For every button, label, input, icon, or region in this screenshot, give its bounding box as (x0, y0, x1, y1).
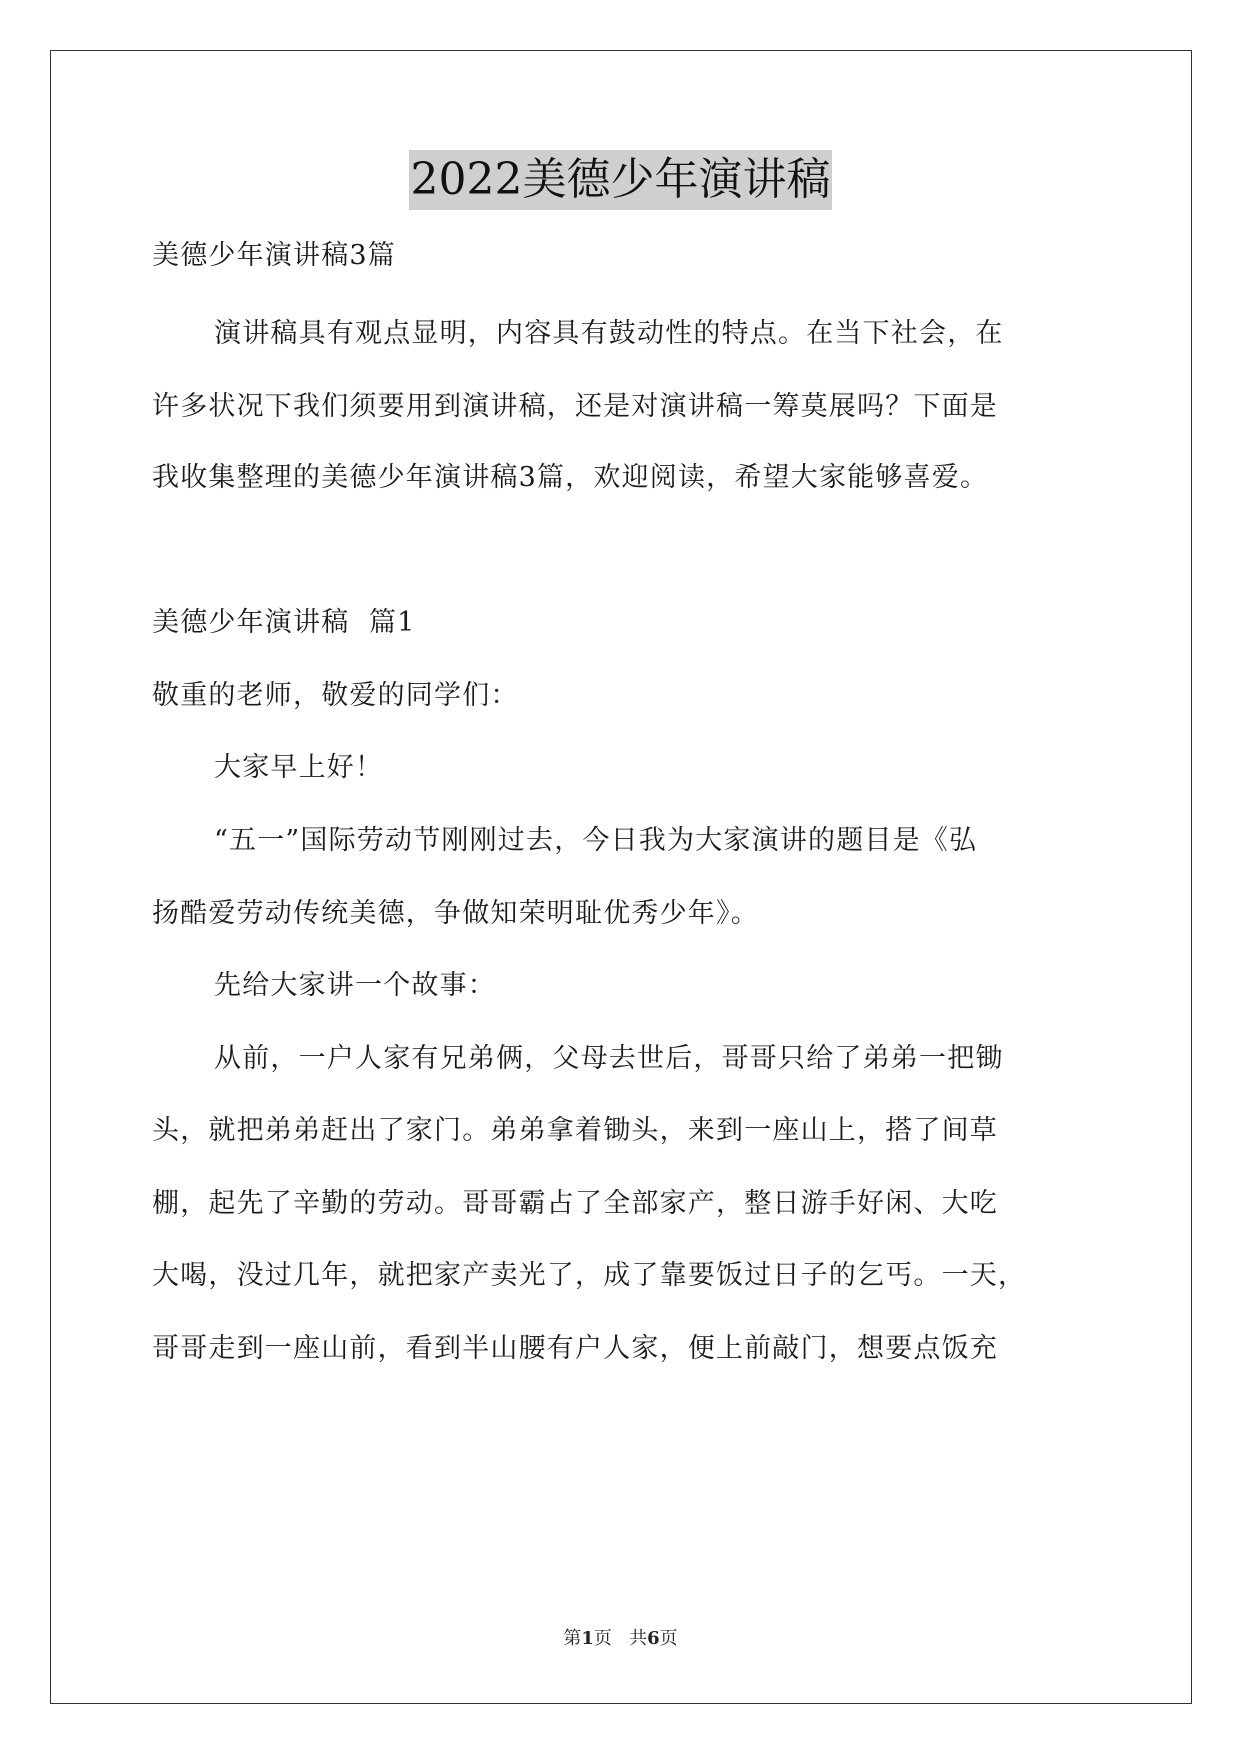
footer-total-unit: 页 (659, 1628, 678, 1649)
intro-line-3: 我收集整理的美德少年演讲稿3篇，欢迎阅读，希望大家能够喜爱。 (152, 462, 989, 493)
intro-line-1: 演讲稿具有观点显明，内容具有鼓动性的特点。在当下社会，在 (214, 318, 1004, 349)
para2: 先给大家讲一个故事： (214, 970, 496, 1001)
page-footer (0, 1627, 1241, 1651)
footer-page-total: 6 (647, 1628, 660, 1649)
salutation: 敬重的老师，敬爱的同学们： (152, 680, 519, 711)
document-title: 2022美德少年演讲稿 (409, 150, 833, 210)
para1-line-2: 扬酷爱劳动传统美德，争做知荣明耻优秀少年》。 (152, 898, 759, 929)
title-container (0, 150, 1241, 210)
para3-line-2: 头，就把弟弟赶出了家门。弟弟拿着锄头，来到一座山上，搭了间草 (152, 1115, 998, 1146)
greeting: 大家早上好！ (214, 752, 384, 783)
page-border (50, 50, 1192, 1704)
footer-page-current: 1 (581, 1628, 594, 1649)
footer-page-prefix: 第 (563, 1628, 582, 1649)
intro-line-2: 许多状况下我们须要用到演讲稿，还是对演讲稿一筹莫展吗？下面是 (152, 391, 998, 422)
para1-line-1: “五一”国际劳动节刚刚过去，今日我为大家演讲的题目是《弘 (214, 825, 978, 856)
para3-line-3: 棚，起先了辛勤的劳动。哥哥霸占了全部家产，整日游手好闲、大吃 (152, 1188, 998, 1219)
para3-line-1: 从前，一户人家有兄弟俩，父母去世后，哥哥只给了弟弟一把锄 (214, 1043, 1004, 1074)
document-subtitle: 美德少年演讲稿3篇 (152, 240, 396, 271)
footer-total-prefix: 共 (629, 1628, 648, 1649)
para3-line-4: 大喝，没过几年，就把家产卖光了，成了靠要饭过日子的乞丐。一天， (152, 1260, 1027, 1291)
section-heading: 美德少年演讲稿 篇1 (152, 607, 416, 638)
para3-line-5: 哥哥走到一座山前，看到半山腰有户人家，便上前敲门，想要点饭充 (152, 1333, 998, 1364)
footer-page-unit: 页 (593, 1628, 612, 1649)
